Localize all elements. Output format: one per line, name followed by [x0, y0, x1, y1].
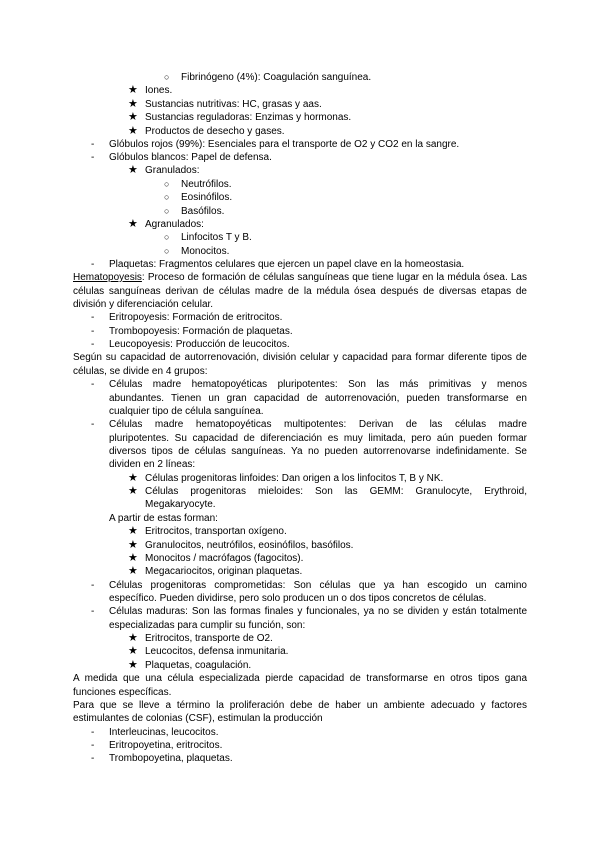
dash-bullet: -	[91, 312, 95, 323]
nutritivas-item: Sustancias nutritivas: HC, grasas y aas.	[145, 99, 322, 110]
star-bullet: ★	[128, 565, 138, 577]
dash-bullet: -	[91, 259, 95, 270]
star-bullet: ★	[128, 552, 138, 564]
maduras-line2: especializadas para cumplir su función, son:	[109, 620, 306, 631]
grupos-paragraph-line1: Según su capacidad de autorrenovación, división celular y capacidad para formar diferente tipos de	[73, 352, 527, 363]
linfoides-item: Células progenitoras linfoides: Dan origen a los linfocitos T, B y NK.	[145, 473, 444, 484]
especializada-paragraph-line1: A medida que una célula especializada pierde capacidad de transformarse en otros tipos gana	[73, 673, 527, 684]
granulocitos-item: Granulocitos, neutrófilos, eosinófilos, basófilos.	[145, 540, 354, 551]
basofilos-item: Basófilos.	[181, 206, 225, 217]
dash-bullet: -	[91, 152, 95, 163]
plaquetas-item: Plaquetas: Fragmentos celulares que ejercen un papel clave en la homeostasia.	[109, 259, 465, 270]
dash-bullet: -	[91, 379, 95, 390]
comprometidas-line2: específico. Pueden dividirse, pero solo producen un o dos tipos concretos de células.	[109, 593, 487, 604]
maduras-eritrocitos-item: Eritrocitos, transporte de O2.	[145, 633, 273, 644]
star-bullet: ★	[128, 98, 138, 110]
dash-bullet: -	[91, 139, 95, 150]
hematopoyesis-term: Hematopoyesis	[73, 272, 142, 283]
interleucinas-item: Interleucinas, leucocitos.	[109, 727, 219, 738]
maduras-leucocitos-item: Leucocitos, defensa inmunitaria.	[145, 646, 289, 657]
multipotentes-line1: Células madre hematopoyéticas multipotentes: Derivan de las células madre	[109, 419, 527, 430]
globulos-blancos-item: Glóbulos blancos: Papel de defensa.	[109, 152, 272, 163]
trombopoyetina-item: Trombopoyetina, plaquetas.	[109, 753, 233, 764]
especializada-paragraph-line2: funciones específicas.	[73, 687, 172, 698]
dash-bullet: -	[91, 339, 95, 350]
star-bullet: ★	[128, 632, 138, 644]
csf-paragraph-line2: estimulantes de colonias (CSF), estimulan la producción	[73, 713, 323, 724]
trombopoyesis-item: Trombopoyesis: Formación de plaquetas.	[109, 326, 293, 337]
star-bullet: ★	[128, 218, 138, 230]
hematopoyesis-paragraph-line3: división y diferenciación celular.	[73, 299, 214, 310]
circle-bullet: ○	[164, 246, 170, 256]
dash-bullet: -	[91, 606, 95, 617]
circle-bullet: ○	[164, 232, 170, 242]
star-bullet: ★	[128, 539, 138, 551]
star-bullet: ★	[128, 659, 138, 671]
pluripotentes-line3: cualquier tipo de célula sanguínea.	[109, 406, 264, 417]
granulados-item: Granulados:	[145, 165, 200, 176]
pluripotentes-line1: Células madre hematopoyéticas pluripotentes: Son las más primitivas y menos	[109, 379, 527, 390]
pluripotentes-line2: abundantes. Tienen un gran capacidad de autorrenovación, pueden transformarse en	[109, 393, 527, 404]
csf-paragraph-line1: Para que se lleve a término la proliferación debe de haber un ambiente adecuado y factores	[73, 700, 527, 711]
star-bullet: ★	[128, 525, 138, 537]
star-bullet: ★	[128, 164, 138, 176]
dash-bullet: -	[91, 326, 95, 337]
fibrinogeno-item: Fibrinógeno (4%): Coagulación sanguínea.	[181, 72, 372, 83]
eritrocitos-item: Eritrocitos, transportan oxígeno.	[145, 526, 287, 537]
comprometidas-line1: Células progenitoras comprometidas: Son células que ya han escogido un camino	[109, 580, 527, 591]
leucopoyesis-item: Leucopoyesis: Producción de leucocitos.	[109, 339, 290, 350]
agranulados-item: Agranulados:	[145, 219, 204, 230]
iones-item: Iones.	[145, 85, 173, 96]
star-bullet: ★	[128, 84, 138, 96]
circle-bullet: ○	[164, 179, 170, 189]
mieloides-item-line1: Células progenitoras mieloides: Son las GEMM: Granulocyte, Erythroid,	[145, 486, 527, 497]
dash-bullet: -	[91, 727, 95, 738]
multipotentes-line2: pluripotentes. Su capacidad de diferenciación es muy limitada, pero aún pueden formar	[109, 433, 527, 444]
desecho-item: Productos de desecho y gases.	[145, 126, 285, 137]
star-bullet: ★	[128, 125, 138, 137]
dash-bullet: -	[91, 580, 95, 591]
eritropoyesis-item: Eritropoyesis: Formación de eritrocitos.	[109, 312, 283, 323]
multipotentes-line3: diversos tipos de células sanguíneas. Ya no pueden autorrenovarse indefinidamente. Se	[109, 446, 527, 457]
maduras-line1: Células maduras: Son las formas finales y funcionales, ya no se dividen y están totalmente	[109, 606, 527, 617]
monocitos-macrofagos-item: Monocitos / macrófagos (fagocitos).	[145, 553, 304, 564]
circle-bullet: ○	[164, 192, 170, 202]
hematopoyesis-paragraph-line1	[73, 271, 527, 284]
star-bullet: ★	[128, 111, 138, 123]
hematopoyesis-definition: : Proceso de formación de células sanguíneas que tiene lugar en la médula ósea. Las	[141, 272, 527, 283]
star-bullet: ★	[128, 645, 138, 657]
megacariocitos-item: Megacariocitos, originan plaquetas.	[145, 566, 303, 577]
reguladoras-item: Sustancias reguladoras: Enzimas y hormonas.	[145, 112, 352, 123]
globulos-rojos-item: Glóbulos rojos (99%): Esenciales para el transporte de O2 y CO2 en la sangre.	[109, 139, 460, 150]
dash-bullet: -	[91, 740, 95, 751]
eosinofilos-item: Eosinófilos.	[181, 192, 233, 203]
circle-bullet: ○	[164, 72, 170, 82]
monocitos-item: Monocitos.	[181, 246, 230, 257]
dash-bullet: -	[91, 419, 95, 430]
hematopoyesis-paragraph-line2: células sanguíneas derivan de células madre de la médula ósea después de diversas etapas de	[73, 286, 527, 297]
star-bullet: ★	[128, 485, 138, 497]
star-bullet: ★	[128, 472, 138, 484]
maduras-plaquetas-item: Plaquetas, coagulación.	[145, 660, 252, 671]
linfocitos-item: Linfocitos T y B.	[181, 232, 252, 243]
neutrofilos-item: Neutrófilos.	[181, 179, 232, 190]
circle-bullet: ○	[164, 206, 170, 216]
mieloides-item-line2: Megakaryocyte.	[145, 499, 216, 510]
multipotentes-line4: dividen en 2 líneas:	[109, 459, 196, 470]
grupos-paragraph-line2: células, se divide en 4 grupos:	[73, 366, 208, 377]
eritropoyetina-item: Eritropoyetina, eritrocitos.	[109, 740, 223, 751]
dash-bullet: -	[91, 753, 95, 764]
a-partir-label: A partir de estas forman:	[109, 513, 218, 524]
